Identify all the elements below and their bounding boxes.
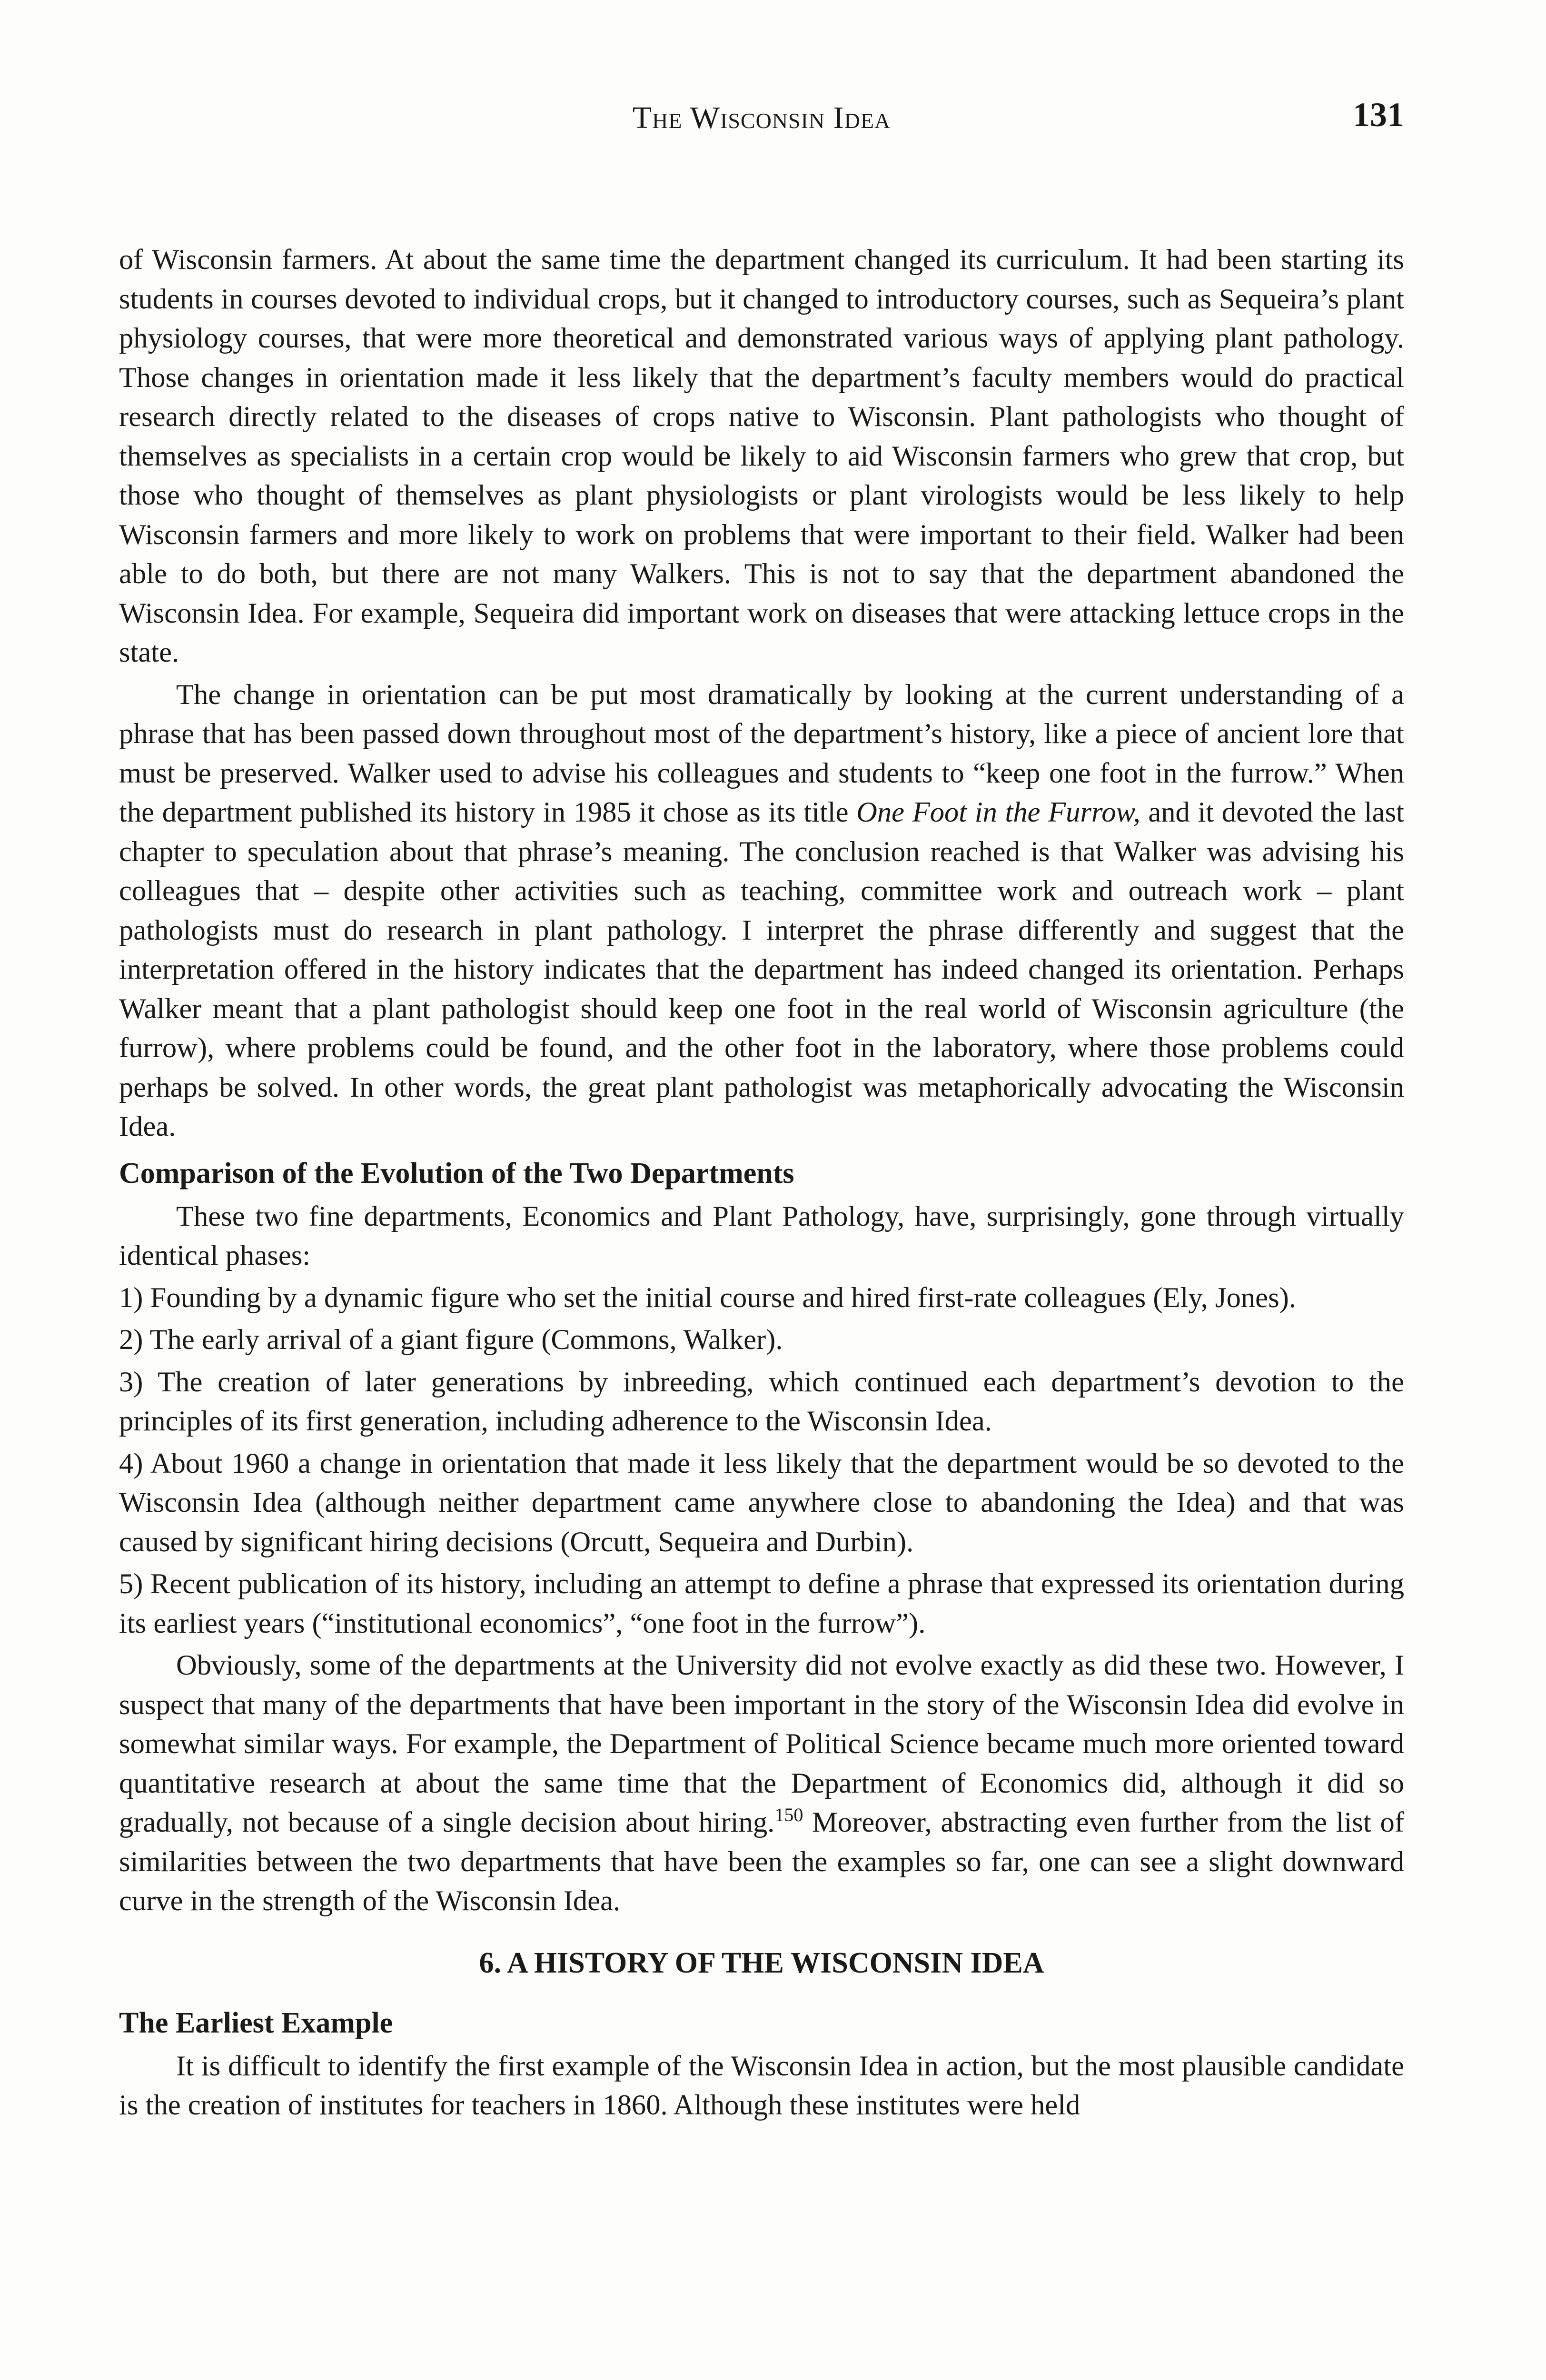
paragraph-furrow <box>119 675 1404 1147</box>
section-heading-earliest: The Earliest Example <box>119 2006 393 2039</box>
paragraph-obviously-part1: Obviously, some of the departments at the University did not evolve exactly as did these two. However, I suspect that many of the departments that have been important in the story of the Wisconsin Idea did evolve in somewhat similar ways. For example, the Department of Political Science became much more oriented toward quantitative research at about the same time that the Department of Economics did, although it did so gradually, not because of a single decision about hiring. <box>119 1649 1404 1838</box>
paragraph-phases-intro: These two fine departments, Economics and Plant Pathology, have, surprisingly, gone through virtually identical phases: <box>119 1200 1404 1271</box>
paragraph-continuation: of Wisconsin farmers. At about the same time the department changed its curriculum. It had been starting its students in courses devoted to individual crops, but it changed to introductory courses, such as Sequeira’s plant physiology courses, that were more theoretical and demonstrated various ways of applying plant pathology. Those changes in orientation made it less likely that the department’s faculty members would do practical research directly related to the diseases of crops native to Wisconsin. Plant pathologists who thought of themselves as specialists in a certain crop would be likely to aid Wisconsin farmers who grew that crop, but those who thought of themselves as plant physiologists or plant virologists would be less likely to help Wisconsin farmers and more likely to work on problems that were important to their field. Walker had been able to do both, but there are not many Walkers. This is not to say that the department abandoned the Wisconsin Idea. For example, Sequeira did important work on diseases that were attacking lettuce crops in the state. <box>119 244 1404 668</box>
list-item-5: 5) Recent publication of its history, including an attempt to define a phrase that expressed its orientation during its earliest years (“institutional economics”, “one foot in the furrow”). <box>119 1568 1404 1639</box>
paragraph-earliest: It is difficult to identify the first example of the Wisconsin Idea in action, but the most plausible candidate is the creation of institutes for teachers in 1860. Although these institutes were held <box>119 2050 1404 2121</box>
list-item-3: 3) The creation of later generations by inbreeding, which continued each department’s devotion to the principles of its first generation, including adherence to the Wisconsin Idea. <box>119 1366 1404 1437</box>
paragraph-obviously-part2: Moreover, abstracting even further from the list of similarities between the two departments that have been the examples so far, one can see a slight downward curve in the strength of the Wisconsin Idea. <box>119 1806 1404 1917</box>
paragraph-furrow-part2: and it devoted the last chapter to speculation about that phrase’s meaning. The conclusion reached is that Walker was advising his colleagues that – despite other activities such as teaching, committee work and outreach work – plant pathologists must do research in plant pathology. I interpret the phrase differently and suggest that the interpretation offered in the history indicates that the department has indeed changed its orientation. Perhaps Walker meant that a plant pathologist should keep one foot in the real world of Wisconsin agriculture (the furrow), where problems could be found, and the other foot in the laboratory, where those problems could perhaps be solved. In other words, the great plant pathologist was metaphorically advocating the Wisconsin Idea. <box>119 796 1404 1142</box>
list-item-2: 2) The early arrival of a giant figure (Commons, Walker). <box>119 1324 783 1356</box>
paragraph-obviously <box>119 1646 1404 1921</box>
paragraph-furrow-part1: The change in orientation can be put most dramatically by looking at the current understanding of a phrase that has been passed down throughout most of the department’s history, like a piece of ancient lore that must be preserved. Walker used to advise his colleagues and students to “keep one foot in the furrow.” When the department published its history in 1985 it chose as its title <box>119 678 1404 828</box>
chapter-heading: 6. A HISTORY OF THE WISCONSIN IDEA <box>479 1946 1044 1979</box>
list-item-4: 4) About 1960 a change in orientation that made it less likely that the department would be so devoted to the Wisconsin Idea (although neither department came anywhere close to abandoning the Idea) and that was caused by significant hiring decisions (Orcutt, Sequeira and Durbin). <box>119 1447 1404 1558</box>
page-number: 131 <box>1353 96 1404 134</box>
body-text <box>119 240 1404 2125</box>
section-heading-comparison: Comparison of the Evolution of the Two Departments <box>119 1157 794 1190</box>
book-title-italic: One Foot in the Furrow, <box>856 796 1140 828</box>
list-item-1: 1) Founding by a dynamic figure who set the initial course and hired first-rate colleagues (Ely, Jones). <box>119 1281 1296 1314</box>
footnote-marker: 150 <box>774 1804 803 1825</box>
running-head <box>119 90 1404 148</box>
running-title: The Wisconsin Idea <box>632 100 891 135</box>
